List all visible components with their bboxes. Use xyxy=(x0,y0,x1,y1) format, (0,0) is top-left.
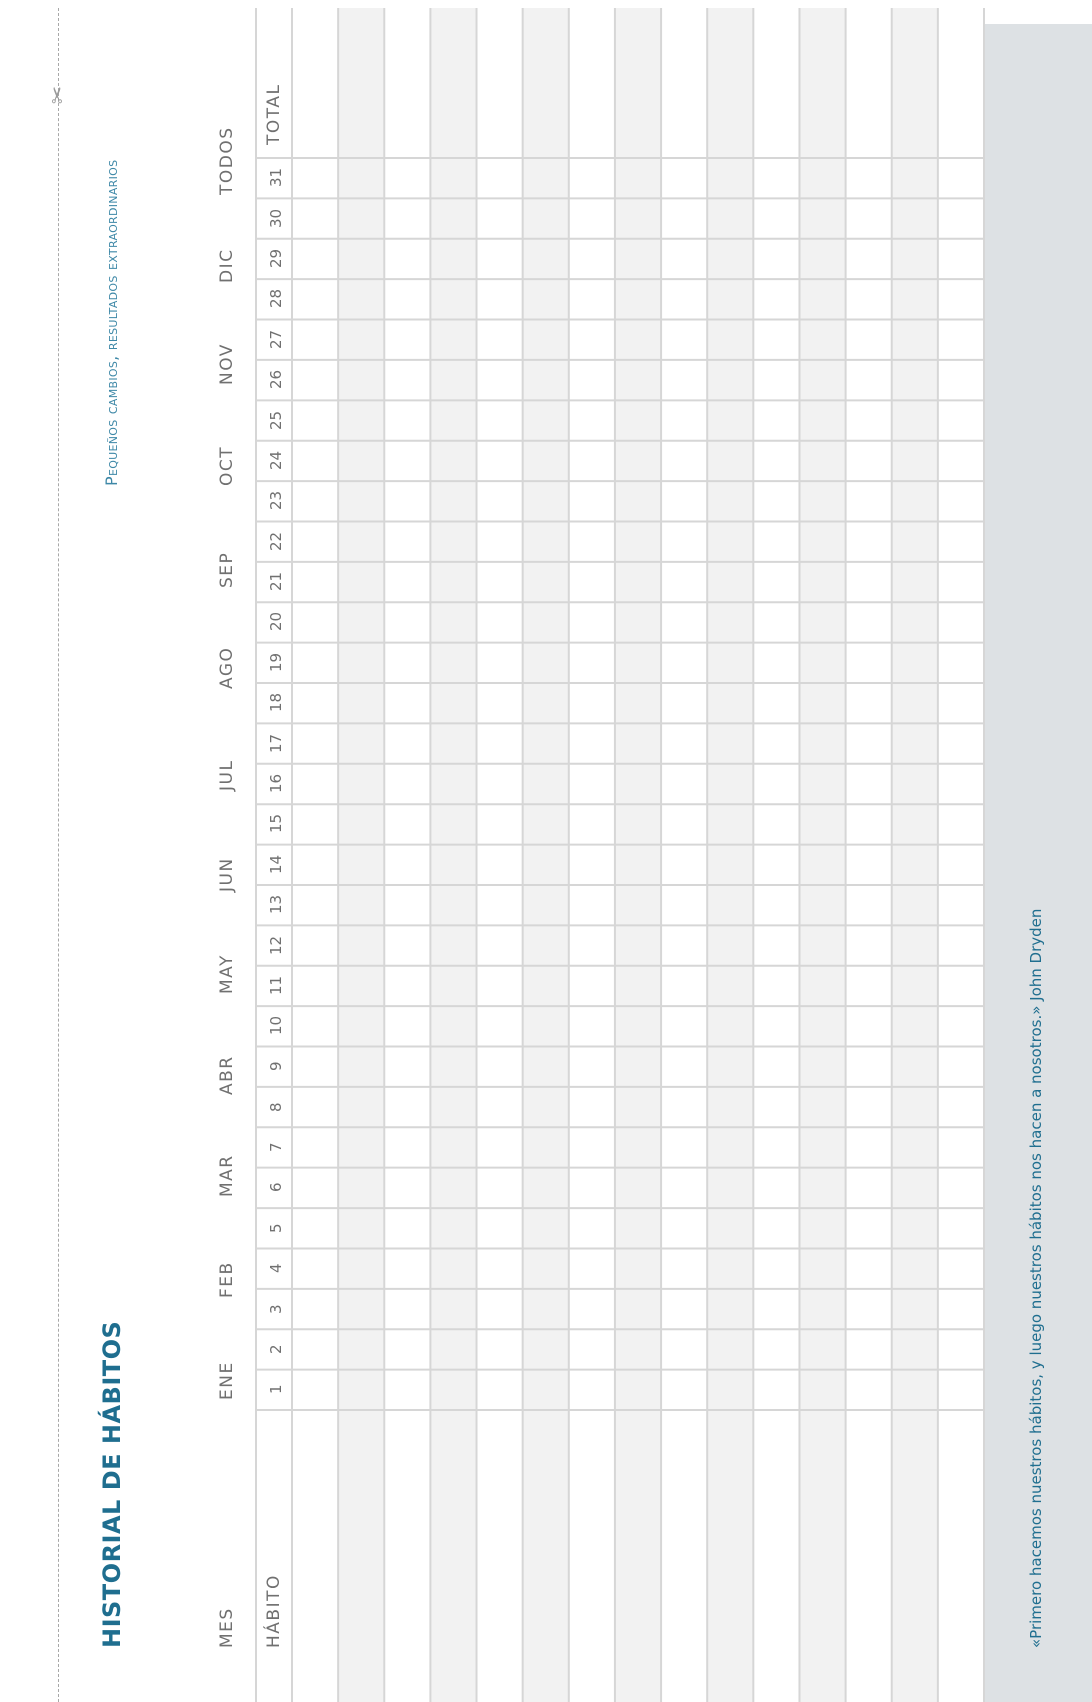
day-label: 19 xyxy=(267,652,285,672)
month-label-item: OCT xyxy=(217,445,237,486)
habit-row-shade xyxy=(523,8,569,1702)
total-label: TOTAL xyxy=(264,83,284,145)
month-label-item: MAR xyxy=(217,1153,237,1197)
habit-row-shade xyxy=(892,8,938,1702)
habit-row-shade xyxy=(430,8,476,1702)
month-label-item: NOV xyxy=(217,342,237,385)
day-label: 22 xyxy=(267,531,285,551)
day-label: 16 xyxy=(267,773,285,793)
day-label: 4 xyxy=(267,1263,285,1274)
day-label: 2 xyxy=(267,1344,285,1354)
month-label-item: ENE xyxy=(217,1360,237,1400)
month-label-item: JUL xyxy=(217,759,237,791)
day-label: 24 xyxy=(267,450,285,470)
day-label: 3 xyxy=(267,1303,285,1314)
day-label: 29 xyxy=(267,248,285,268)
day-label: 11 xyxy=(267,975,285,995)
day-label: 13 xyxy=(267,895,285,915)
day-label: 25 xyxy=(267,410,285,430)
day-label: 12 xyxy=(267,935,285,955)
day-label: 10 xyxy=(267,1016,285,1036)
day-label: 26 xyxy=(267,370,285,390)
day-label: 8 xyxy=(267,1102,285,1112)
habit-row-shade xyxy=(338,8,384,1702)
day-label: 15 xyxy=(267,814,285,834)
month-label-item: FEB xyxy=(217,1261,237,1298)
habit-row-shade xyxy=(707,8,753,1702)
day-label: 31 xyxy=(267,168,285,188)
day-label: 21 xyxy=(267,571,285,592)
page-subtitle: Pequeños cambios, resultados extraordinarios xyxy=(102,159,121,486)
month-label-item: DIC xyxy=(217,248,237,283)
day-label: 1 xyxy=(267,1384,285,1395)
day-label: 30 xyxy=(267,208,285,228)
month-label-item: TODOS xyxy=(217,125,237,195)
day-label: 6 xyxy=(267,1182,285,1193)
day-label: 14 xyxy=(267,854,285,874)
day-label: 27 xyxy=(267,329,285,349)
day-label: 9 xyxy=(267,1061,285,1072)
month-label-item: JUN xyxy=(217,857,237,892)
day-label: 28 xyxy=(267,289,285,309)
month-label-item: SEP xyxy=(217,551,237,588)
month-label-item: MAY xyxy=(217,953,237,994)
habit-label: HÁBITO xyxy=(264,1574,284,1648)
scissors-icon: ✂ xyxy=(46,85,71,105)
day-label: 5 xyxy=(267,1223,285,1233)
day-label: 7 xyxy=(267,1142,285,1152)
day-label: 20 xyxy=(267,612,285,632)
month-label: MES xyxy=(217,1607,237,1648)
day-label: 17 xyxy=(267,733,285,753)
page-title: HISTORIAL DE HÁBITOS xyxy=(98,1320,126,1648)
day-label: 18 xyxy=(267,693,285,713)
habit-row-shade xyxy=(615,8,661,1702)
month-label-item: ABR xyxy=(217,1055,237,1095)
habit-row-shade xyxy=(799,8,845,1702)
day-label: 23 xyxy=(267,491,285,511)
quote-text: «Primero hacemos nuestros hábitos, y luego nuestros hábitos nos hacen a nosotros.» John Dryden xyxy=(1027,908,1045,1648)
month-label-item: AGO xyxy=(217,646,237,689)
